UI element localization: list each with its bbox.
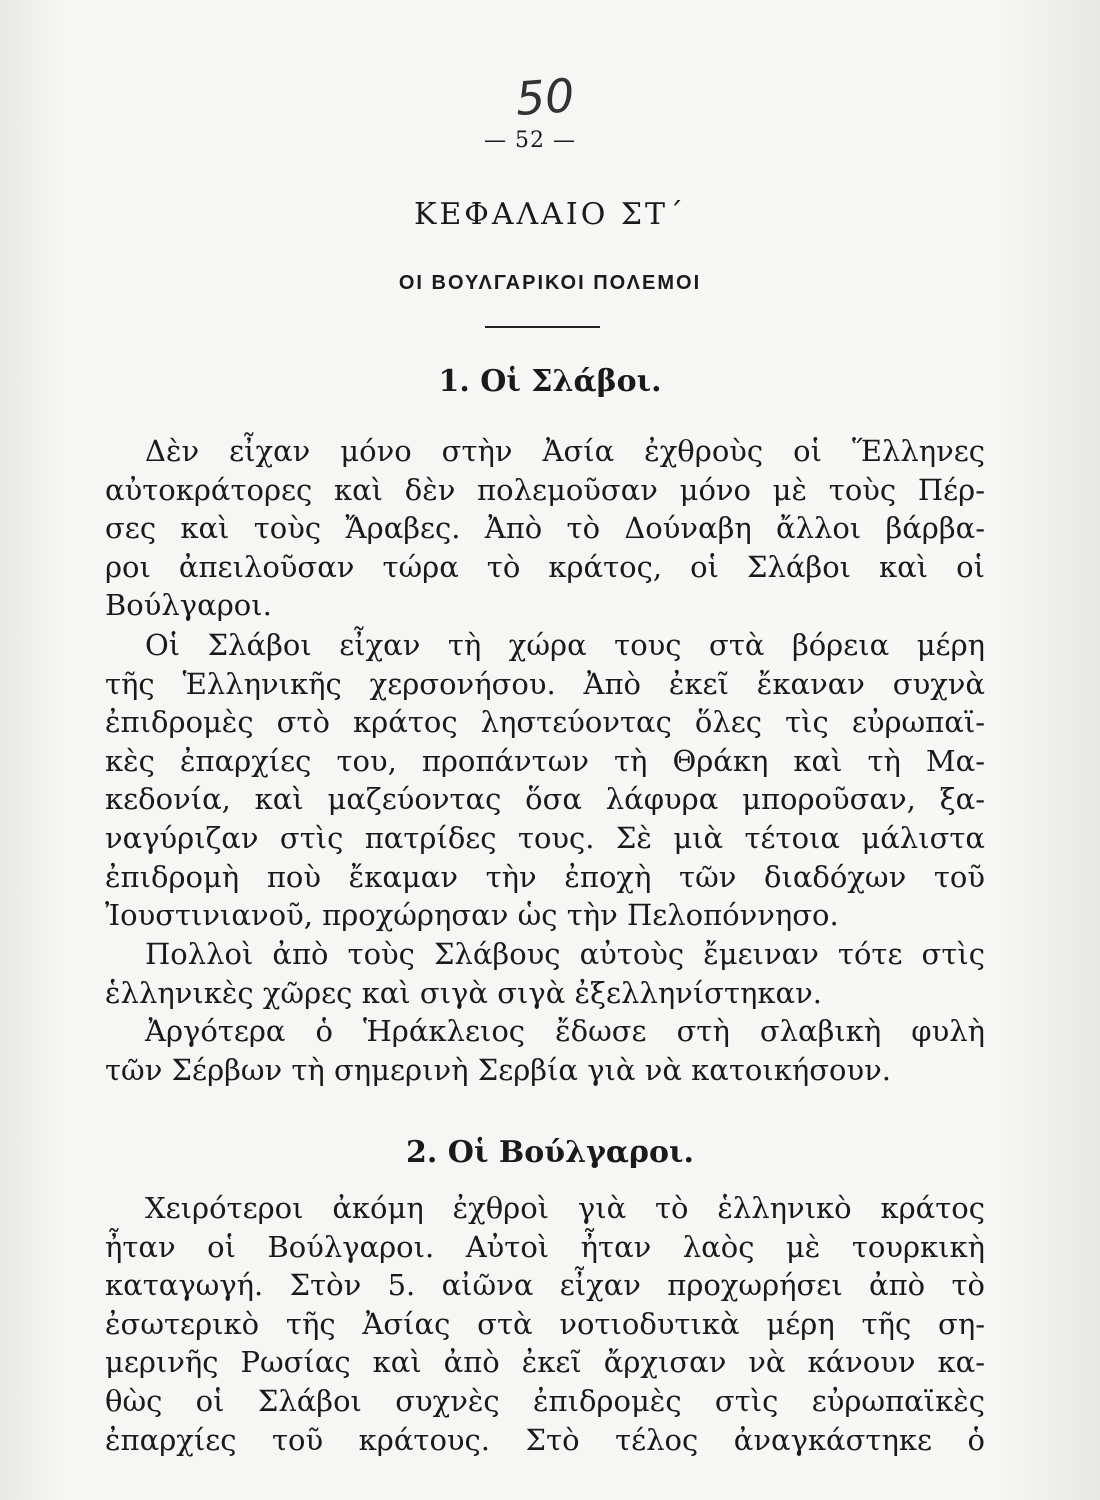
section-title-slavs: 1. Οἱ Σλάβοι. xyxy=(438,364,662,399)
text-line: μερινῆς Ρωσίας καὶ ἀπὸ ἐκεῖ ἄρχισαν νὰ κάνουν κα- xyxy=(105,1345,985,1380)
printed-page-number: — 52 — xyxy=(484,128,576,153)
text-line: κὲς ἐπαρχίες του, προπάντων τὴ Θράκη καὶ τὴ Μα- xyxy=(105,743,985,778)
title-divider xyxy=(485,326,600,328)
paragraph xyxy=(105,1012,985,1089)
text-line: κεδονία, καὶ μαζεύοντας ὅσα λάφυρα μποροῦσαν, ξα- xyxy=(105,782,985,817)
text-line: Ἰουστινιανοῦ, προχώρησαν ὡς τὴν Πελοπόννησο. xyxy=(105,898,839,933)
text-line: ἐσωτερικὸ τῆς Ἀσίας στὰ νοτιοδυτικὰ μέρη τῆς ση- xyxy=(105,1306,985,1341)
text-line: θὼς οἱ Σλάβοι συχνὲς ἐπιδρομὲς στὶς εὐρωπαϊκὲς xyxy=(105,1383,985,1418)
text-line: αὐτοκράτορες καὶ δὲν πολεμοῦσαν μόνο μὲ τοὺς Πέρ- xyxy=(105,472,985,507)
text-line: σες καὶ τοὺς Ἄραβες. Ἀπὸ τὸ Δούναβη ἄλλοι βάρβα- xyxy=(105,511,985,546)
text-line: Ἀργότερα ὁ Ἡράκλειος ἔδωσε στὴ σλαβικὴ φυλὴ xyxy=(145,1014,985,1048)
text-line: καταγωγή. Στὸν 5. αἰῶνα εἶχαν προχωρήσει ἀπὸ τὸ xyxy=(105,1268,985,1303)
text-line: ροι ἀπειλοῦσαν τώρα τὸ κράτος, οἱ Σλάβοι καὶ οἱ xyxy=(105,549,985,584)
text-line: ἦταν οἱ Βούλγαροι. Αὐτοὶ ἦταν λαὸς μὲ τουρκικὴ xyxy=(105,1229,985,1264)
chapter-title: ΚΕΦΑΛΑΙΟ ΣΤ΄ xyxy=(413,197,687,232)
handwritten-page-number: 50 xyxy=(513,68,577,126)
text-line: ἐπιδρομὴ ποὺ ἔκαμαν τὴν ἐποχὴ τῶν διαδόχων τοῦ xyxy=(105,859,985,894)
text-line: ἑλληνικὲς χῶρες καὶ σιγὰ σιγὰ ἐξελληνίστηκαν. xyxy=(105,975,822,1010)
text-line: ἐπιδρομὲς στὸ κράτος ληστεύοντας ὅλες τὶς εὐρωπαϊ- xyxy=(105,705,985,740)
paragraph xyxy=(105,1189,985,1459)
paragraph xyxy=(105,935,985,1012)
paragraph xyxy=(105,432,985,625)
chapter-subtitle: ΟΙ ΒΟΥΛΓΑΡΙΚΟΙ ΠΟΛΕΜΟΙ xyxy=(398,272,702,294)
text-line: τῆς Ἑλληνικῆς χερσονήσου. Ἀπὸ ἐκεῖ ἔκαναν συχνὰ xyxy=(105,666,985,701)
text-line: Βούλγαροι. xyxy=(105,588,272,623)
text-line: Δὲν εἶχαν μόνο στὴν Ἀσία ἐχθροὺς οἱ Ἕλληνες xyxy=(145,434,985,468)
paragraph xyxy=(105,626,985,935)
text-line: Πολλοὶ ἀπὸ τοὺς Σλάβους αὐτοὺς ἔμειναν τότε στὶς xyxy=(145,937,985,971)
text-line: Οἱ Σλάβοι εἶχαν τὴ χώρα τους στὰ βόρεια μέρη xyxy=(145,628,985,662)
text-line: τῶν Σέρβων τὴ σημερινὴ Σερβία γιὰ νὰ κατοικήσουν. xyxy=(105,1052,891,1087)
section-title-bulgarians: 2. Οἱ Βούλγαροι. xyxy=(406,1135,694,1170)
text-line: ἐπαρχίες τοῦ κράτους. Στὸ τέλος ἀναγκάστηκε ὁ xyxy=(105,1422,985,1457)
text-line: Χειρότεροι ἀκόμη ἐχθροὶ γιὰ τὸ ἑλληνικὸ κράτος xyxy=(145,1191,985,1225)
text-line: ναγύριζαν στὶς πατρίδες τους. Σὲ μιὰ τέτοια μάλιστα xyxy=(105,820,985,855)
